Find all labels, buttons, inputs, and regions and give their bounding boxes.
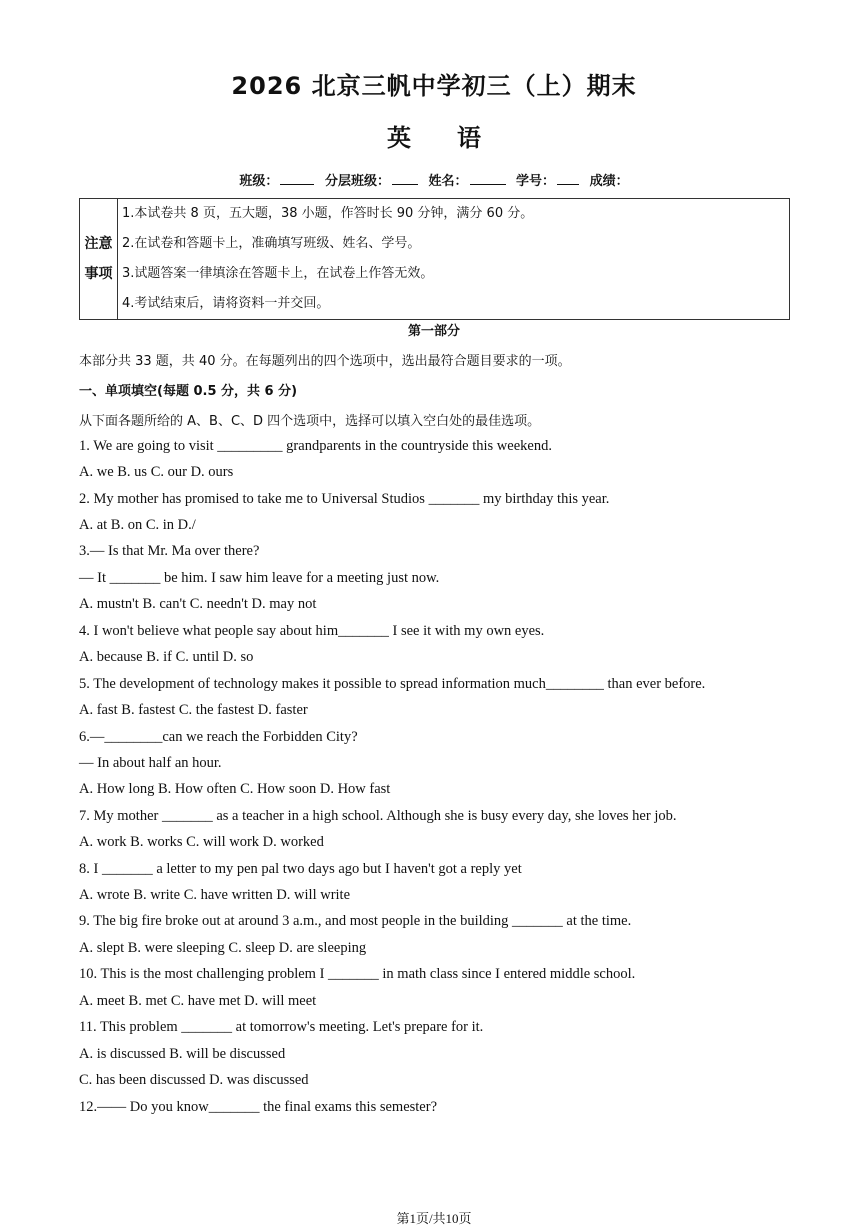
question-line: — In about half an hour.: [79, 755, 222, 771]
question-line: 7. My mother _______ as a teacher in a high school. Although she is busy every day, she loves her job.: [79, 808, 677, 824]
question-line: A. at B. on C. in D./: [79, 517, 196, 533]
part-title: 第一部分: [407, 324, 460, 339]
notice-item: 1.本试卷共 8 页，五大题，38 小题，作答时长 90 分钟，满分 60 分。: [122, 206, 534, 221]
score-label: 成绩：: [589, 174, 629, 189]
question-line: 10. This is the most challenging problem I _______ in math class since I entered middle school.: [79, 966, 636, 982]
question-line: 12.—— Do you know_______ the final exams this semester?: [79, 1099, 438, 1115]
question-line: A. we B. us C. our D. ours: [79, 464, 234, 480]
question-line: A. fast B. fastest C. the fastest D. faster: [79, 702, 308, 718]
notice-label: [80, 199, 118, 320]
name-label: 姓名：: [428, 174, 468, 189]
question-line: A. work B. works C. will work D. worked: [79, 834, 324, 850]
notice-item: 4.考试结束后，请将资料一并交回。: [122, 296, 330, 311]
question-line: A. wrote B. write C. have written D. will write: [79, 887, 351, 903]
subject-title: 英语: [387, 124, 527, 152]
question-line: 8. I _______ a letter to my pen pal two days ago but I haven't got a reply yet: [79, 861, 522, 877]
question-line: 3.— Is that Mr. Ma over there?: [79, 543, 260, 559]
notice-box: [79, 198, 790, 320]
question-line: A. How long B. How often C. How soon D. How fast: [79, 781, 391, 797]
class-blank[interactable]: [280, 171, 314, 185]
notice-items: [118, 199, 790, 320]
question-line: 4. I won't believe what people say about him_______ I see it with my own eyes.: [79, 623, 545, 639]
student-id-blank[interactable]: [557, 171, 579, 185]
question-line: 2. My mother has promised to take me to Universal Studios _______ my birthday this year.: [79, 491, 610, 507]
question-line: 9. The big fire broke out at around 3 a.m., and most people in the building _______ at the time.: [79, 913, 632, 929]
question-line: 5. The development of technology makes it possible to spread information much________ than ever before.: [79, 676, 706, 692]
section-title: 一、单项填空(每题 0.5 分，共 6 分): [79, 384, 298, 399]
question-line: A. meet B. met C. have met D. will meet: [79, 993, 317, 1009]
notice-item: 3.试题答案一律填涂在答题卡上，在试卷上作答无效。: [122, 266, 434, 281]
question-line: A. is discussed B. will be discussed: [79, 1046, 286, 1062]
question-line: A. because B. if C. until D. so: [79, 649, 254, 665]
student-info-line: [0, 170, 868, 189]
question-line: A. mustn't B. can't C. needn't D. may not: [79, 596, 317, 612]
page-footer: 第1页/共10页: [396, 1211, 472, 1226]
question-line: A. slept B. were sleeping C. sleep D. are sleeping: [79, 940, 367, 956]
level-class-label: 分层班级：: [324, 174, 390, 189]
notice-label-bottom: 事项: [84, 266, 113, 282]
question-line: — It _______ be him. I saw him leave for a meeting just now.: [79, 570, 440, 586]
section-instruction: 从下面各题所给的 A、B、C、D 四个选项中，选择可以填入空白处的最佳选项。: [79, 414, 541, 429]
name-blank[interactable]: [470, 171, 506, 185]
question-line: 1. We are going to visit _________ grandparents in the countryside this weekend.: [79, 438, 552, 454]
question-line: C. has been discussed D. was discussed: [79, 1072, 309, 1088]
level-class-blank[interactable]: [392, 171, 418, 185]
student-id-label: 学号：: [516, 174, 556, 189]
question-line: 11. This problem _______ at tomorrow's meeting. Let's prepare for it.: [79, 1019, 484, 1035]
class-label: 班级：: [239, 174, 279, 189]
notice-label-top: 注意: [84, 236, 113, 252]
question-line: 6.—________can we reach the Forbidden City?: [79, 729, 358, 745]
part-intro: 本部分共 33 题，共 40 分。在每题列出的四个选项中，选出最符合题目要求的一项。: [79, 354, 571, 369]
exam-title: 2026 北京三帆中学初三（上）期末: [231, 72, 637, 100]
notice-item: 2.在试卷和答题卡上，准确填写班级、姓名、学号。: [122, 236, 421, 251]
